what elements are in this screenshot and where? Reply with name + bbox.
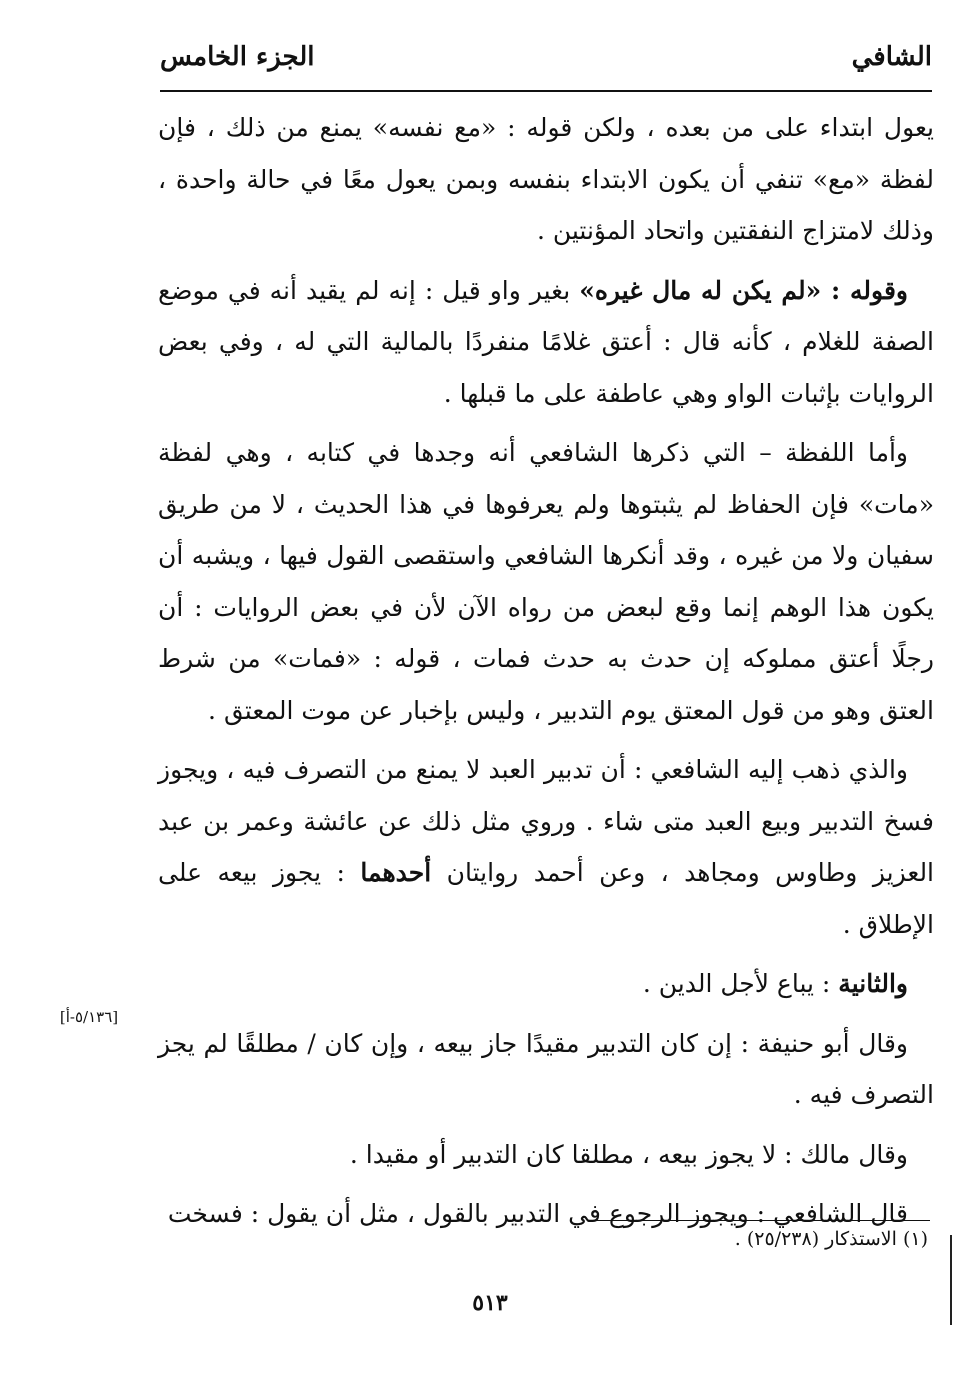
header-rule bbox=[160, 90, 932, 92]
page-edge-line bbox=[950, 1235, 952, 1325]
paragraph-2 bbox=[158, 265, 934, 420]
page-number: ٥١٣ bbox=[472, 1290, 508, 1316]
paragraph-4-text-a: والذي ذهب إليه الشافعي : أن تدبير العبد لا يمنع من التصرف فيه ، ويجوز فسخ التدبير وبيع العبد متى شاء . وروي مثل ذلك عن عائشة وعمر بن عبد العزيز وطاوس ومجاهد ، وعن أحمد روايتان bbox=[158, 755, 935, 887]
header-book-title: الشافي bbox=[851, 42, 932, 72]
paragraph-3: وأما اللفظة – التي ذكرها الشافعي أنه وجدها في كتابه ، وهي لفظة «مات» فإن الحفاظ لم يثبتوها ولم يعرفوها في هذا الحديث ، لا من طريق سفيان ولا من غيره ، وقد أنكرها الشافعي واستقصى القول فيها ، ويشبه أن يكون هذا الوهم إنما وقع لبعض من رواه الآن لأن في بعض الروايات : أن رجلًا أعتق مملوكه إن حدث به حدث فمات ، قوله : «فمات» من شرط العتق وهو من قول المعتق يوم التدبير ، وليس بإخبار عن موت المعتق . bbox=[158, 438, 934, 725]
paragraph-5-text: : يباع لأجل الدين . bbox=[642, 969, 839, 998]
paragraph-6: وقال أبو حنيفة : إن كان التدبير مقيدًا جاز بيعه ، وإن كان / مطلقًا لم يجز التصرف فيه . bbox=[158, 1028, 934, 1109]
paragraph-4-bold: أحدهما bbox=[360, 858, 432, 887]
paragraph-2-lead: وقوله : «لم يكن له مال غيره» bbox=[579, 275, 908, 305]
paragraph-1: يعول ابتداء على من بعده ، ولكن قوله : «مع نفسه» يمنع من ذلك ، فإن لفظة «مع» تنفي أن يكون الابتداء بنفسه وبمن يعول معًا في حالة واحدة ، وذلك لامتزاج النفقتين واتحاد المؤنتين . bbox=[158, 113, 934, 245]
paragraph-7: وقال مالك : لا يجوز بيعه ، مطلقا كان التدبير أو مقيدا . bbox=[349, 1139, 908, 1169]
header-part-title: الجزء الخامس bbox=[160, 42, 315, 72]
main-text bbox=[158, 102, 934, 1240]
paragraph-2-text: بغير واو قيل : إنه لم يقيد أنه في موضع الصفة للغلام ، كأنه قال : أعتق غلامًا منفردًا بالمالية التي له ، وفي بعض الروايات بإثبات الواو وهي عاطفة على ما قبلها . bbox=[158, 275, 934, 408]
paragraph-4-text-b: : يجوز بيعه على الإطلاق . bbox=[158, 858, 934, 939]
paragraph-5 bbox=[158, 958, 934, 1010]
footnote-rule bbox=[596, 1220, 930, 1221]
paragraph-4 bbox=[158, 744, 934, 950]
running-header bbox=[160, 38, 932, 90]
paragraph-8: قال الشافعي : ويجوز الرجوع في التدبير بالقول ، مثل أن يقول : فسخت bbox=[167, 1199, 908, 1228]
margin-manuscript-reference: [٥/١٣٦-أ] bbox=[59, 1008, 119, 1026]
paragraph-5-lead: والثانية bbox=[838, 969, 908, 998]
footnote: (١) الاستذكار (٢٥/٢٣٨) . bbox=[734, 1228, 928, 1250]
